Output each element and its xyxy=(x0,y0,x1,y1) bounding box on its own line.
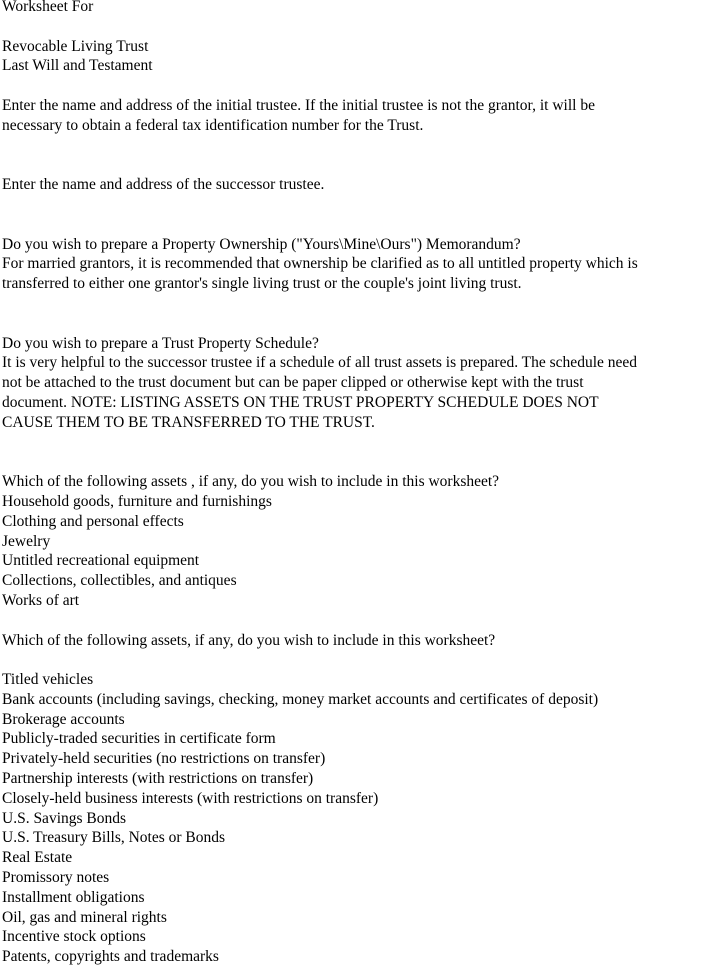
initial-trustee-section xyxy=(2,96,708,136)
memorandum-section xyxy=(2,235,708,294)
initial-trustee-text-2: necessary to obtain a federal tax identification number for the Trust. xyxy=(2,116,424,134)
asset-list-item: Household goods, furniture and furnishings xyxy=(2,492,272,510)
asset-list-item: Patents, copyrights and trademarks xyxy=(2,948,219,966)
document-name-will: Last Will and Testament xyxy=(2,57,153,75)
memorandum-question: Do you wish to prepare a Property Ownership ("Yours\Mine\Ours") Memorandum? xyxy=(2,235,521,253)
asset-list-item: Clothing and personal effects xyxy=(2,512,184,530)
asset-list-item: Publicly-traded securities in certificate form xyxy=(2,730,276,748)
successor-trustee-text: Enter the name and address of the successor trustee. xyxy=(2,176,325,194)
asset-list-item: Untitled recreational equipment xyxy=(2,552,200,570)
page-title: Worksheet For xyxy=(2,0,94,15)
assets-question-1: Which of the following assets , if any, do you wish to include in this worksheet? xyxy=(2,473,500,491)
asset-list-item: U.S. Treasury Bills, Notes or Bonds xyxy=(2,829,226,847)
asset-list-item: Promissory notes xyxy=(2,869,110,887)
initial-trustee-text-1: Enter the name and address of the initial trustee. If the initial trustee is not the grantor, it will be xyxy=(2,96,595,114)
document-name-trust: Revocable Living Trust xyxy=(2,37,149,55)
asset-list-item: Bank accounts (including savings, checking, money market accounts and certificates of deposit) xyxy=(2,690,599,708)
schedule-text-2: not be attached to the trust document but can be paper clipped or otherwise kept with the trust xyxy=(2,374,584,392)
asset-list-item: Partnership interests (with restrictions on transfer) xyxy=(2,770,314,788)
asset-list-item: Incentive stock options xyxy=(2,928,146,946)
memorandum-text-1: For married grantors, it is recommended that ownership be clarified as to all untitled property which is xyxy=(2,255,638,273)
schedule-text-3: document. NOTE: LISTING ASSETS ON THE TRUST PROPERTY SCHEDULE DOES NOT xyxy=(2,393,599,411)
asset-list-item: Titled vehicles xyxy=(2,671,94,689)
schedule-text-4: CAUSE THEM TO BE TRANSFERRED TO THE TRUST. xyxy=(2,413,375,431)
asset-list-item: Privately-held securities (no restrictions on transfer) xyxy=(2,750,326,768)
asset-list-item: Collections, collectibles, and antiques xyxy=(2,572,237,590)
asset-list-item: Brokerage accounts xyxy=(2,710,125,728)
asset-list-item: Closely-held business interests (with restrictions on transfer) xyxy=(2,789,379,807)
worksheet-document xyxy=(2,0,708,967)
asset-list-item: Real Estate xyxy=(2,849,73,867)
asset-list-item: Installment obligations xyxy=(2,888,145,906)
assets-section-personal xyxy=(2,472,708,611)
schedule-section xyxy=(2,334,708,433)
asset-list-item: Works of art xyxy=(2,591,80,609)
asset-list-item: Jewelry xyxy=(2,532,51,550)
schedule-question: Do you wish to prepare a Trust Property Schedule? xyxy=(2,334,319,352)
asset-list-item: U.S. Savings Bonds xyxy=(2,809,127,827)
asset-list-item: Oil, gas and mineral rights xyxy=(2,908,167,926)
schedule-text-1: It is very helpful to the successor trustee if a schedule of all trust assets is prepared. The schedule need xyxy=(2,354,638,372)
assets-section-financial xyxy=(2,631,708,968)
memorandum-text-2: transferred to either one grantor's single living trust or the couple's joint living trust. xyxy=(2,275,522,293)
successor-trustee-section xyxy=(2,175,708,195)
assets-question-2: Which of the following assets, if any, do you wish to include in this worksheet? xyxy=(2,631,496,649)
